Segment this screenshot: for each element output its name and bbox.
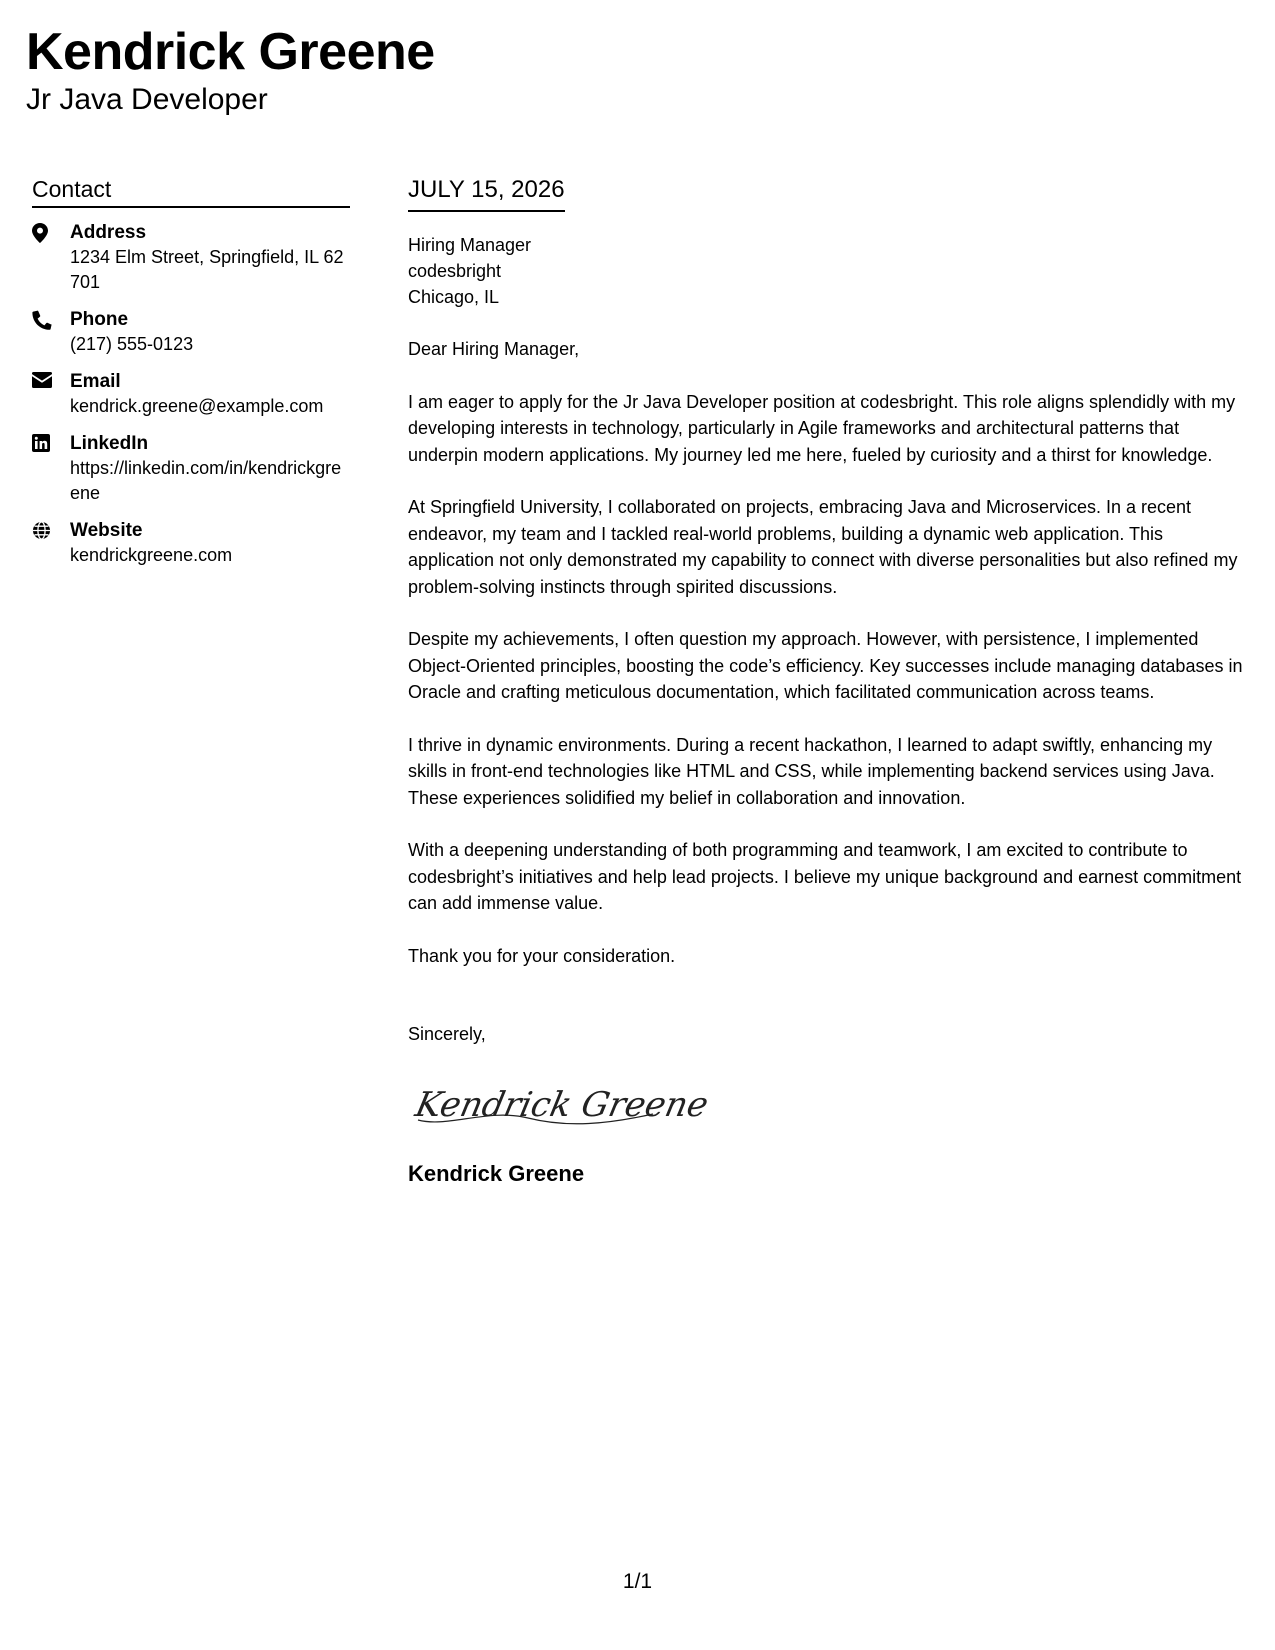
- linkedin-value[interactable]: https://linkedin.com/in/kendrickgreene: [70, 458, 342, 503]
- closing: Sincerely,: [408, 1024, 486, 1044]
- page-indicator: 1/1: [622, 1570, 653, 1593]
- letter-paragraph: With a deepening understanding of both programming and teamwork, I am excited to contribute to codesbright’s initiatives and help lead projects. I believe my unique background and earnest commitment can add immense value.: [408, 840, 1242, 913]
- cover-letter-body: [408, 174, 1253, 1188]
- handwritten-signature: [408, 1068, 1253, 1138]
- letter-date: JULY 15, 2026: [408, 174, 565, 212]
- website-value[interactable]: kendrickgreene.com: [70, 545, 233, 565]
- letter-paragraph: Thank you for your consideration.: [408, 945, 676, 966]
- contact-section-title: Contact: [32, 174, 350, 208]
- applicant-name: Kendrick Greene: [26, 23, 435, 81]
- recipient-block: [408, 232, 1253, 310]
- signed-name: Kendrick Greene: [408, 1160, 585, 1186]
- phone-label: Phone: [70, 309, 129, 330]
- address-value: 1234 Elm Street, Springfield, IL 62701: [70, 247, 344, 292]
- signature-glyphs: Kendrick Greene: [411, 1084, 712, 1125]
- phone-value: (217) 555-0123: [70, 334, 194, 354]
- contact-linkedin: [32, 431, 350, 506]
- recipient-company: codesbright: [408, 261, 502, 281]
- contact-website: [32, 518, 350, 568]
- contact-email: [32, 369, 350, 419]
- globe-icon: [32, 518, 70, 540]
- email-label: Email: [70, 371, 121, 392]
- job-title: Jr Java Developer: [26, 83, 268, 116]
- envelope-icon: [32, 369, 70, 388]
- contact-address: [32, 220, 350, 295]
- email-value: kendrick.greene@example.com: [70, 396, 324, 416]
- website-label: Website: [70, 520, 143, 541]
- linkedin-label: LinkedIn: [70, 433, 149, 454]
- map-pin-icon: [32, 220, 70, 243]
- contact-sidebar: [32, 174, 350, 580]
- address-label: Address: [70, 222, 147, 243]
- letter-paragraph: At Springfield University, I collaborated on projects, embracing Java and Microservices. In a recent endeavor, my team and I tackled real-world problems, building a dynamic web application. This application not only demonstrated my capability to connect with diverse personalities but also refined my problem-solving instincts through spirited discussions.: [408, 497, 1238, 597]
- letter-paragraph: I am eager to apply for the Jr Java Developer position at codesbright. This role aligns splendidly with my developing interests in technology, particularly in Agile frameworks and architectural patterns that underpin modern applications. My journey led me here, fueled by curiosity and a thirst for knowledge.: [408, 391, 1236, 465]
- recipient-location: Chicago, IL: [408, 287, 500, 307]
- letter-paragraph: Despite my achievements, I often question my approach. However, with persistence, I implemented Object-Oriented principles, boosting the code’s efficiency. Key successes include managing databases in Oracle and crafting meticulous documentation, which facilitated communication across teams.: [408, 629, 1243, 702]
- salutation: Dear Hiring Manager,: [408, 339, 580, 359]
- letter-paragraph: I thrive in dynamic environments. During a recent hackathon, I learned to adapt swiftly, enhancing my skills in front-end technologies like HTML and CSS, while implementing backend services using Java. These experiences solidified my belief in collaboration and innovation.: [408, 734, 1215, 808]
- phone-icon: [32, 307, 70, 330]
- recipient-title: Hiring Manager: [408, 235, 532, 255]
- resume-header: [26, 22, 435, 118]
- linkedin-icon: [32, 431, 70, 452]
- contact-phone: [32, 307, 350, 357]
